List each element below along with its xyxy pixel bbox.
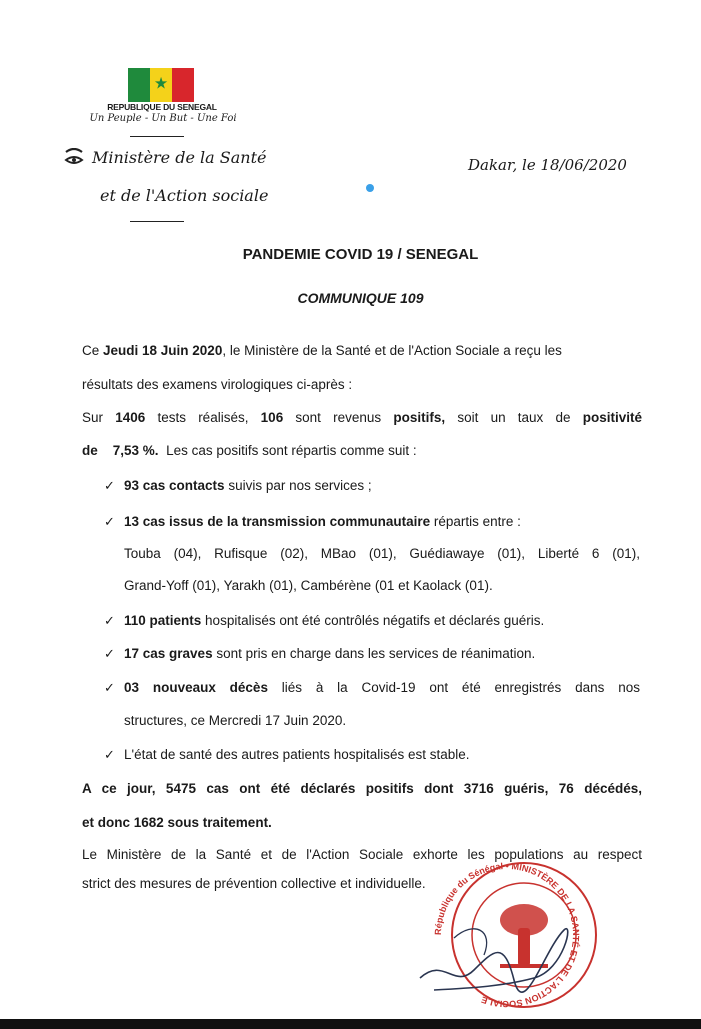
official-stamp <box>414 860 600 1010</box>
summary-line-2: et donc 1682 sous traitement. <box>82 815 272 830</box>
checkmark-icon: ✓ <box>104 747 115 762</box>
bullet-community: 13 cas issus de la transmission communautaire répartis entre : <box>124 514 521 529</box>
closing-line-2: strict des mesures de prévention collective et individuelle. <box>82 876 426 891</box>
community-locations-line1: Touba (04), Rufisque (02), MBao (01), Guédiawaye (01), Liberté 6 (01), <box>124 546 640 561</box>
communique-number: COMMUNIQUE 109 <box>297 290 424 306</box>
stamp-ring-text: République du Sénégal • MINISTÈRE DE LA SANTÉ ET DE L'ACTION SOCIALE <box>432 860 582 1010</box>
republic-name: REPUBLIQUE DU SENEGAL <box>107 102 217 112</box>
ministry-name-line2: et de l'Action sociale <box>100 186 269 205</box>
ministry-logo-icon <box>62 148 86 170</box>
ministry-name-line1: Ministère de la Santé <box>92 148 267 167</box>
bullet-stable: L'état de santé des autres patients hospitalisés est stable. <box>124 747 470 762</box>
bullet-recovered: 110 patients hospitalisés ont été contrôlés négatifs et déclarés guéris. <box>124 613 545 628</box>
community-locations-line2: Grand-Yoff (01), Yarakh (01), Cambérène (01 et Kaolack (01). <box>124 578 493 593</box>
bullet-deaths: 03 nouveaux décès liés à la Covid-19 ont été enregistrés dans nos <box>124 680 640 695</box>
checkmark-icon: ✓ <box>104 478 115 493</box>
intro-line-1: Ce Jeudi 18 Juin 2020, le Ministère de la Santé et de l'Action Sociale a reçu les <box>82 343 562 358</box>
divider <box>130 136 184 137</box>
senegal-flag <box>128 68 194 102</box>
bullet-contacts: 93 cas contacts suivis par nos services ; <box>124 478 372 493</box>
checkmark-icon: ✓ <box>104 680 115 695</box>
document-date: Dakar, le 18/06/2020 <box>468 156 627 174</box>
national-motto: Un Peuple - Un But - Une Foi <box>89 113 237 124</box>
document-title: PANDEMIE COVID 19 / SENEGAL <box>242 246 479 263</box>
checkmark-icon: ✓ <box>104 514 115 529</box>
divider <box>130 221 184 222</box>
intro-line-2: résultats des examens virologiques ci-après : <box>82 377 353 392</box>
bullet-serious: 17 cas graves sont pris en charge dans les services de réanimation. <box>124 646 536 661</box>
checkmark-icon: ✓ <box>104 646 115 661</box>
intro-line-4: de 7,53 %. Les cas positifs sont répartis comme suit : <box>82 443 417 458</box>
checkmark-icon: ✓ <box>104 613 115 628</box>
summary-line-1: A ce jour, 5475 cas ont été déclarés positifs dont 3716 guéris, 76 décédés, <box>82 781 642 796</box>
blue-dot <box>366 184 374 192</box>
bullet-deaths-line2: structures, ce Mercredi 17 Juin 2020. <box>124 713 347 728</box>
bottom-bar <box>0 1019 701 1029</box>
intro-line-3: Sur 1406 tests réalisés, 106 sont revenus positifs, soit un taux de positivité <box>82 410 643 425</box>
closing-line-1: Le Ministère de la Santé et de l'Action Sociale exhorte les populations au respect <box>82 847 642 862</box>
star-icon: ★ <box>153 75 169 93</box>
